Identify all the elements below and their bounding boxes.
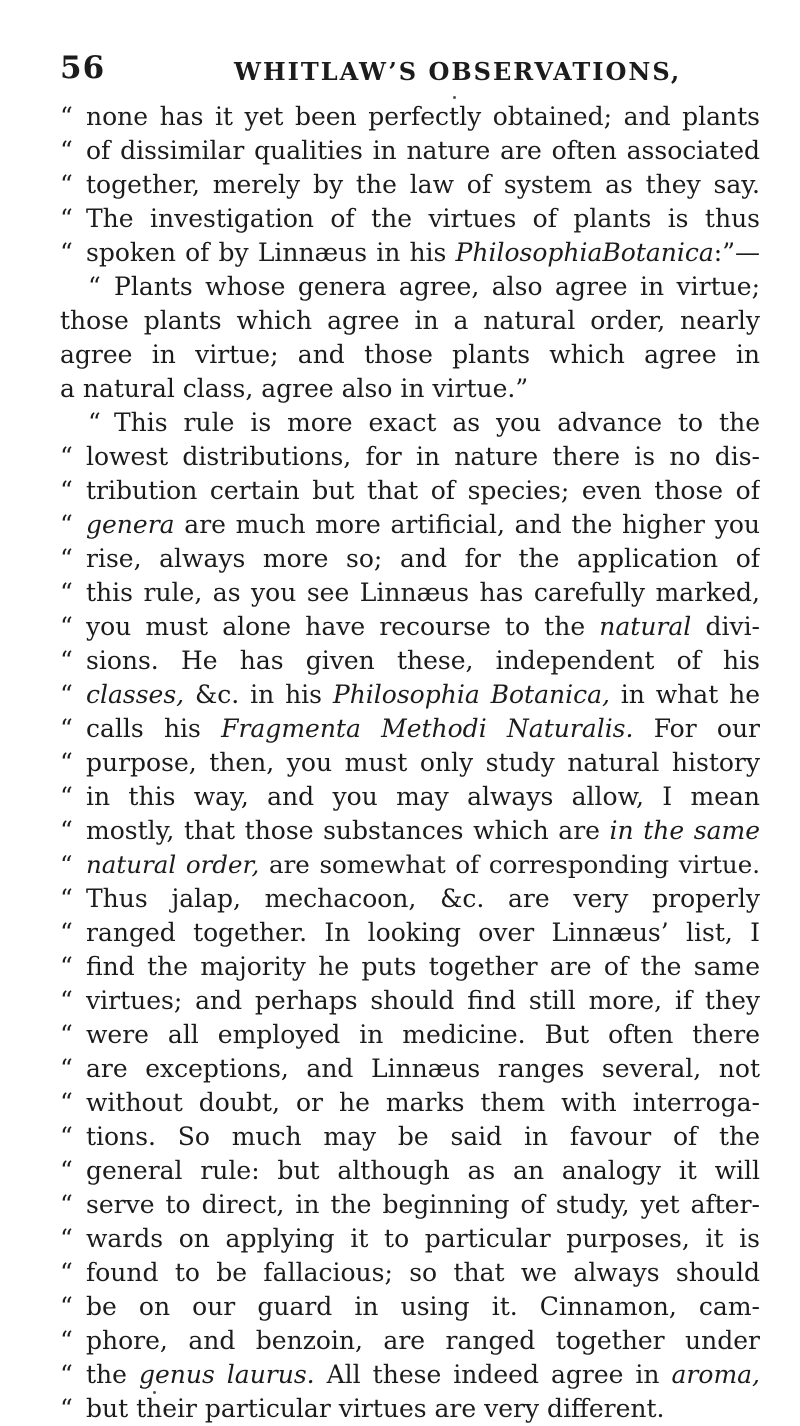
- line-text: lowest distributions, for in nature there is no dis-: [86, 442, 760, 471]
- quote-mark: “: [60, 1020, 73, 1049]
- line-text: find the majority he puts together are of the same: [86, 952, 760, 981]
- line-text: be on our guard in using it. Cinnamon, cam-: [86, 1292, 760, 1321]
- running-head: WHITLAW’S OBSERVATIONS,: [234, 57, 682, 86]
- quote-mark: “: [60, 1224, 73, 1253]
- line-text: are somewhat of corresponding virtue.: [259, 850, 760, 879]
- line-text: a natural class, agree also in virtue.”: [60, 374, 529, 403]
- page-number: 56: [60, 50, 106, 86]
- quote-mark: “: [60, 850, 73, 879]
- quote-mark: “: [88, 408, 101, 437]
- italic-text: classes,: [86, 680, 185, 709]
- italic-text: PhilosophiaBotanica: [455, 238, 714, 267]
- text-line: [60, 1052, 760, 1086]
- line-text: :”—: [713, 238, 760, 267]
- text-line: [60, 1222, 760, 1256]
- quote-mark: “: [60, 1360, 73, 1389]
- quote-mark: “: [60, 884, 73, 913]
- line-text: All these indeed agree in: [314, 1360, 672, 1389]
- quote-mark: “: [60, 476, 73, 505]
- italic-text: Fragmenta Methodi Naturalis.: [221, 714, 634, 743]
- italic-text: genus laurus.: [138, 1360, 315, 1389]
- text-line: [60, 1324, 760, 1358]
- text-line: [60, 1188, 760, 1222]
- quote-mark: “: [60, 1088, 73, 1117]
- line-text: in this way, and you may always allow, I mean: [86, 782, 760, 811]
- line-text: tribution certain but that of species; even those of: [86, 476, 760, 505]
- line-text: The investigation of the virtues of plants is thus: [86, 204, 760, 233]
- text-line: [60, 814, 760, 848]
- line-text: For our: [633, 714, 760, 743]
- italic-text: Philosophia Botanica,: [332, 680, 610, 709]
- quote-mark: “: [60, 204, 73, 233]
- quote-mark: “: [60, 612, 73, 641]
- line-text: but their particular virtues are very different.: [86, 1394, 665, 1423]
- text-line: [60, 780, 760, 814]
- text-line: [60, 1086, 760, 1120]
- body-text: [60, 100, 760, 1426]
- line-text: virtues; and perhaps should find still more, if they: [86, 986, 760, 1015]
- italic-text: genera: [86, 510, 175, 539]
- quote-mark: “: [60, 1292, 73, 1321]
- quote-mark: “: [60, 952, 73, 981]
- line-text: This rule is more exact as you advance to the: [114, 408, 760, 437]
- text-line: [60, 576, 760, 610]
- text-line: [60, 134, 760, 168]
- quote-mark: “: [60, 1258, 73, 1287]
- line-text: Plants whose genera agree, also agree in virtue;: [114, 272, 760, 301]
- line-text: Thus jalap, mechacoon, &c. are very properly: [86, 884, 760, 913]
- quote-mark: “: [60, 782, 73, 811]
- text-line: [60, 542, 760, 576]
- quote-mark: “: [60, 986, 73, 1015]
- line-text: found to be fallacious; so that we always should: [86, 1258, 760, 1287]
- line-text: none has it yet been perfectly obtained; and plants: [86, 102, 760, 131]
- line-text: are much more artificial, and the higher you: [174, 510, 760, 539]
- quote-mark: “: [60, 238, 73, 267]
- quote-mark: “: [60, 544, 73, 573]
- quote-mark: “: [60, 748, 73, 777]
- line-text: rise, always more so; and for the application of: [86, 544, 760, 573]
- quote-mark: “: [60, 1054, 73, 1083]
- text-line: [60, 236, 760, 270]
- text-line: [60, 916, 760, 950]
- quote-mark: “: [60, 646, 73, 675]
- text-line: [60, 406, 760, 440]
- line-text: sions. He has given these, independent of his: [86, 646, 760, 675]
- quote-mark: “: [60, 1156, 73, 1185]
- quote-mark: “: [60, 1326, 73, 1355]
- quote-mark: “: [60, 102, 73, 131]
- quote-mark: “: [60, 1190, 73, 1219]
- quote-mark: “: [60, 918, 73, 947]
- text-line: [60, 1290, 760, 1324]
- line-text: agree in virtue; and those plants which agree in: [60, 340, 760, 369]
- line-text: the: [86, 1360, 139, 1389]
- quote-mark: “: [60, 442, 73, 471]
- line-text: divi-: [691, 612, 760, 641]
- line-text: those plants which agree in a natural order, nearly: [60, 306, 760, 335]
- line-text: &c. in his: [184, 680, 333, 709]
- line-text: of dissimilar qualities in nature are often associated: [86, 136, 760, 165]
- text-line: [60, 848, 760, 882]
- text-line: [60, 1154, 760, 1188]
- text-line: [60, 304, 760, 338]
- line-text: this rule, as you see Linnæus has carefully marked,: [86, 578, 760, 607]
- line-text: ranged together. In looking over Linnæus’ list, I: [86, 918, 760, 947]
- quote-mark: “: [60, 1122, 73, 1151]
- text-line: [60, 712, 760, 746]
- line-text: you must alone have recourse to the: [86, 612, 600, 641]
- text-line: [60, 678, 760, 712]
- line-text: wards on applying it to particular purposes, it is: [86, 1224, 760, 1253]
- text-line: [60, 1256, 760, 1290]
- line-text: spoken of by Linnæus in his: [86, 238, 456, 267]
- line-text: general rule: but although as an analogy it will: [86, 1156, 760, 1185]
- text-line: [60, 1392, 760, 1426]
- italic-text: aroma,: [671, 1360, 760, 1389]
- print-speck: [453, 96, 456, 99]
- text-line: [60, 202, 760, 236]
- text-line: [60, 100, 760, 134]
- text-line: [60, 610, 760, 644]
- quote-mark: “: [60, 680, 73, 709]
- text-line: [60, 984, 760, 1018]
- quote-mark: “: [60, 1394, 73, 1423]
- line-text: together, merely by the law of system as they say.: [86, 170, 760, 199]
- text-line: [60, 1358, 760, 1392]
- italic-text: natural: [599, 612, 692, 641]
- quote-mark: “: [60, 816, 73, 845]
- line-text: purpose, then, you must only study natural history: [86, 748, 760, 777]
- italic-text: natural order,: [86, 850, 260, 879]
- text-line: [60, 474, 760, 508]
- text-line: [60, 270, 760, 304]
- quote-mark: “: [60, 578, 73, 607]
- text-line: [60, 338, 760, 372]
- italic-text: in the same: [609, 816, 760, 845]
- text-line: [60, 372, 760, 406]
- quote-mark: “: [60, 714, 73, 743]
- quote-mark: “: [60, 170, 73, 199]
- line-text: tions. So much may be said in favour of the: [86, 1122, 760, 1151]
- text-line: [60, 950, 760, 984]
- line-text: serve to direct, in the beginning of study, yet after-: [86, 1190, 760, 1219]
- line-text: without doubt, or he marks them with interroga-: [86, 1088, 760, 1117]
- text-line: [60, 882, 760, 916]
- quote-mark: “: [60, 510, 73, 539]
- text-line: [60, 1018, 760, 1052]
- quote-mark: “: [60, 136, 73, 165]
- line-text: were all employed in medicine. But often there: [86, 1020, 760, 1049]
- text-line: [60, 508, 760, 542]
- text-line: [60, 1120, 760, 1154]
- text-line: [60, 168, 760, 202]
- line-text: phore, and benzoin, are ranged together under: [86, 1326, 760, 1355]
- quote-mark: “: [88, 272, 101, 301]
- text-line: [60, 644, 760, 678]
- line-text: mostly, that those substances which are: [86, 816, 610, 845]
- text-line: [60, 440, 760, 474]
- line-text: calls his: [86, 714, 222, 743]
- line-text: in what he: [609, 680, 760, 709]
- text-line: [60, 746, 760, 780]
- line-text: are exceptions, and Linnæus ranges several, not: [86, 1054, 760, 1083]
